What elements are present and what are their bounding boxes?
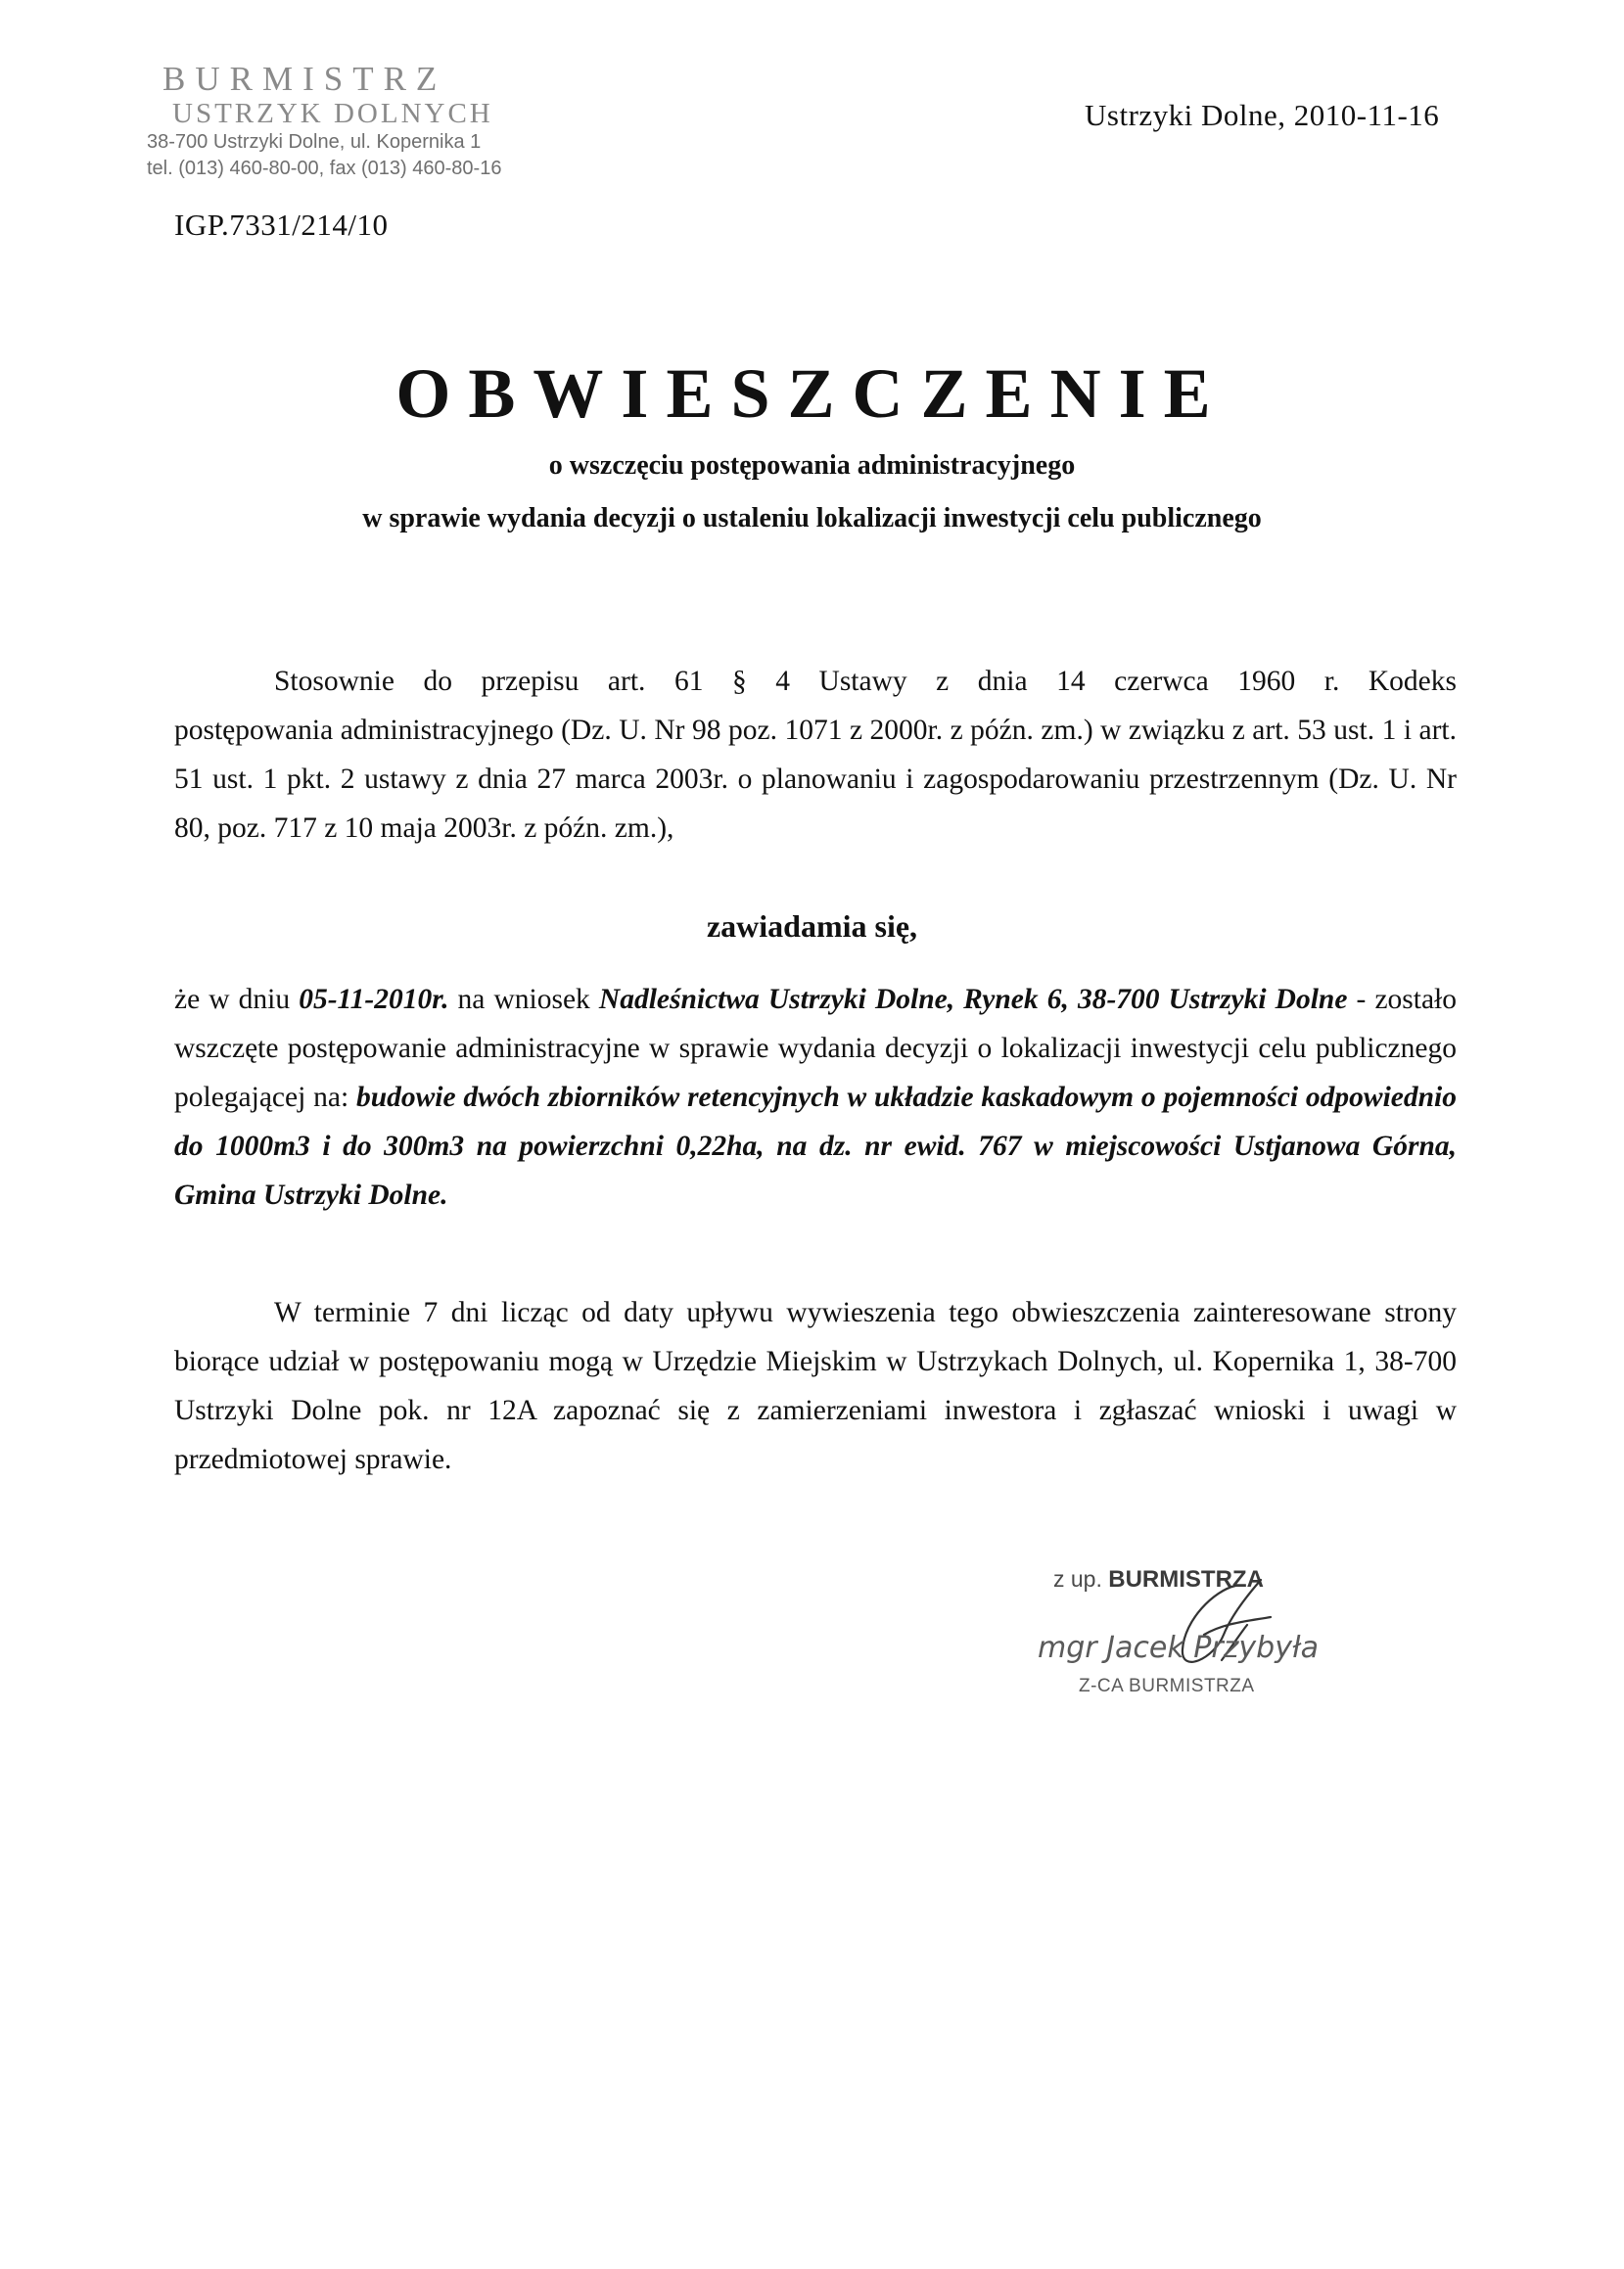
handwritten-signature	[1145, 1566, 1292, 1693]
notice-investment: budowie dwóch zbiorników retencyjnych w układzie kaskadowym o pojemności odpowiednio do 1000m3 i do 300m3 na powierzchni 0,22ha, na dz. nr ewid. 767 w miejscowości Ustjanowa Górna, Gmina Ustrzyki Dolne.	[174, 1082, 1457, 1211]
letterhead-title: BURMISTRZ	[162, 60, 447, 98]
place-date: Ustrzyki Dolne, 2010-11-16	[1085, 98, 1440, 132]
legal-basis-rest: postępowania administracyjnego (Dz. U. Nr 98 poz. 1071 z 2000r. z późn. zm.) w związku z art. 53 ust. 1 i art. 51 ust. 1 pkt. 2 ustawy z dnia 27 marca 2003r. o planowaniu i zagospodarowaniu przestrzennym (Dz. U. Nr 80, poz. 717 z 10 maja 2003r. z późn. zm.),	[174, 715, 1457, 844]
notice-paragraph	[174, 975, 1457, 1220]
notice-applicant: Nadleśnictwa Ustrzyki Dolne, Rynek 6, 38-700 Ustrzyki Dolne	[598, 984, 1348, 1015]
document-subtitle-1: o wszczęciu postępowania administracyjnego	[548, 450, 1076, 481]
signature-upow-title: BURMISTRZA	[1108, 1566, 1264, 1593]
legal-basis-paragraph	[174, 657, 1457, 853]
signature-name: mgr Jacek Przybyła	[1038, 1631, 1319, 1665]
notice-text-1: że w dniu	[174, 984, 300, 1015]
notice-text-3: - zostało wszczęte postępowanie administracyjne w sprawie wydania decyzji o lokalizacji inwestycji celu publicznego polegającej na:	[174, 984, 1457, 1113]
announcement-heading: zawiadamia się,	[706, 908, 918, 944]
notice-text-2: na wniosek	[448, 984, 599, 1015]
signature-block	[1038, 1558, 1351, 1715]
letterhead-stamp	[147, 61, 501, 182]
signature-upow-prefix: z up.	[1053, 1566, 1102, 1592]
signature-role: Z-CA BURMISTRZA	[1079, 1676, 1255, 1696]
legal-basis-first-line: Stosownie do przepisu art. 61 § 4 Ustawy z dnia 14 czerwca 1960 r. Kodeks	[274, 666, 1457, 697]
letterhead-address: 38-700 Ustrzyki Dolne, ul. Kopernika 1	[147, 131, 482, 153]
document-title: OBWIESZCZENIE	[395, 354, 1229, 433]
deadline-paragraph: W terminie 7 dni licząc od daty upływu wywieszenia tego obwieszczenia zainteresowane strony biorące udział w postępowaniu mogą w Urzędzie Miejskim w Ustrzykach Dolnych, ul. Kopernika 1, 38-700 Ustrzyki Dolne pok. nr 12A zapoznać się z zamierzeniami inwestora i zgłaszać wnioski i uwagi w przedmiotowej sprawie.	[174, 1297, 1457, 1475]
letterhead-phone: tel. (013) 460-80-00, fax (013) 460-80-16	[147, 158, 502, 179]
notice-date: 05-11-2010r.	[299, 984, 449, 1015]
reference-number: IGP.7331/214/10	[174, 208, 389, 242]
letterhead-subtitle: USTRZYK DOLNYCH	[172, 98, 493, 129]
document-subtitle-2: w sprawie wydania decyzji o ustaleniu lokalizacji inwestycji celu publicznego	[362, 503, 1262, 533]
